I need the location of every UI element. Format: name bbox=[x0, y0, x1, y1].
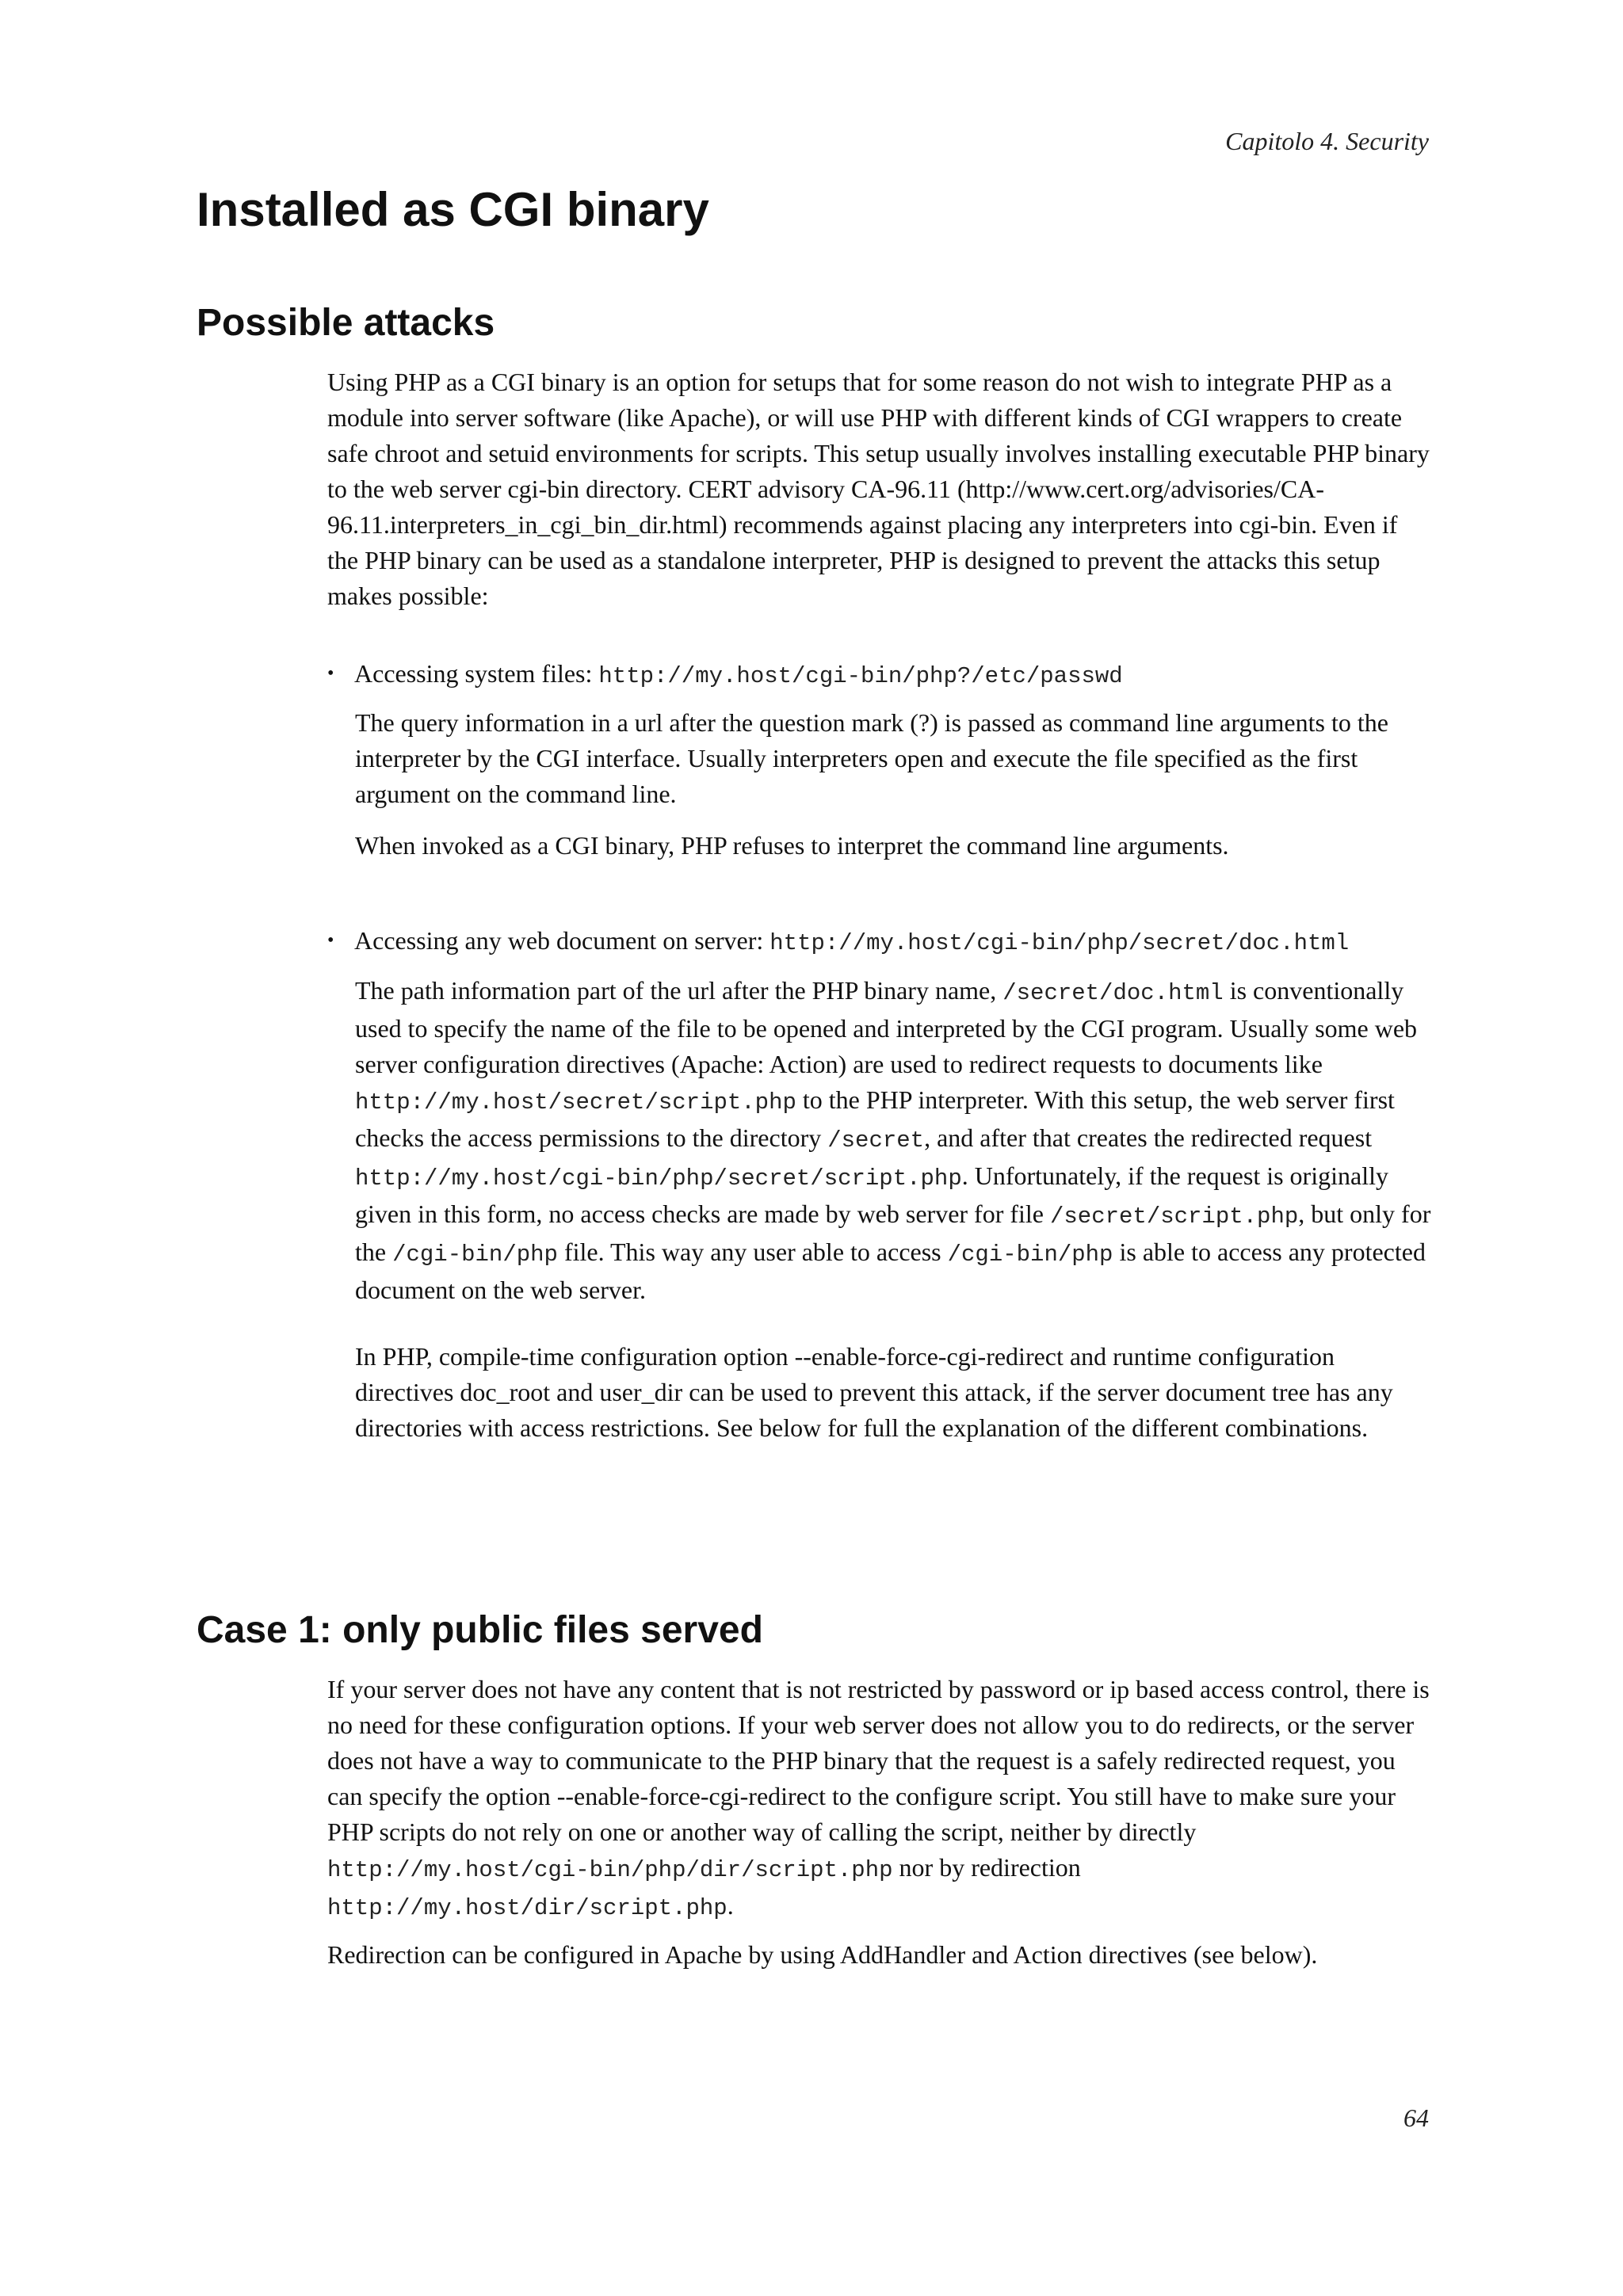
bullet-system-files bbox=[327, 656, 1123, 694]
page-number: 64 bbox=[1403, 2103, 1429, 2132]
system-files-note: When invoked as a CGI binary, PHP refuses to interpret the command line arguments. bbox=[355, 831, 1229, 860]
code-path: /secret bbox=[827, 1127, 925, 1154]
system-files-explanation: The query information in a url after the question mark (?) is passed as command line arguments to the interpreter by the CGI interface. Usually interpreters open and execute the file specified as the first argument on the command line. bbox=[355, 708, 1388, 808]
bullet-web-document bbox=[327, 923, 1349, 961]
web-document-prevention: In PHP, compile-time configuration option --enable-force-cgi-redirect and runtime configuration directives doc_root and user_dir can be used to prevent this attack, if the server document tree has any directories with access restrictions. See below for full the explanation of the different combinations. bbox=[355, 1342, 1393, 1442]
code-url: http://my.host/secret/script.php bbox=[355, 1089, 796, 1116]
text-run: to the PHP interpreter. With this setup, the web server first checks the access permissions to the directory bbox=[355, 1085, 1395, 1152]
code-path: /cgi-bin/php bbox=[947, 1241, 1113, 1268]
heading-case-1: Case 1: only public files served bbox=[197, 1609, 763, 1651]
case-1-redirection-note: Redirection can be configured in Apache by using AddHandler and Action directives (see below). bbox=[327, 1940, 1318, 1969]
text-run: . Unfortunately, if the request is originally given in this form, no access checks are made by web server for file bbox=[355, 1161, 1388, 1228]
text-run: If your server does not have any content that is not restricted by password or ip based access control, there is no need for these configuration options. If your web server does not allow you to do redirects, or the server does not have a way to communicate to the PHP binary that the request is a safely redirected request, you can specify the option --enable-force-cgi-redirect to the configure script. You still have to make sure your PHP scripts do not rely on one or another way of calling the script, neither by directly bbox=[327, 1675, 1430, 1846]
text-run: nor by redirection bbox=[892, 1853, 1081, 1882]
web-document-explanation bbox=[355, 973, 1433, 1308]
code-url: http://my.host/cgi-bin/php/secret/script.php bbox=[355, 1165, 962, 1192]
text-run: , and after that creates the redirected request bbox=[924, 1123, 1373, 1152]
page-title: Installed as CGI binary bbox=[197, 183, 709, 236]
text-run: is conventionally used to specify the name of the file to be opened and interpreted by the CGI program. Usually some web server configuration directives (Apache: Action) are used to redirect requests to documents like bbox=[355, 976, 1418, 1078]
code-path: /cgi-bin/php bbox=[392, 1241, 558, 1268]
bullet-label: Accessing system files: bbox=[354, 659, 599, 688]
code-path: /secret/script.php bbox=[1050, 1203, 1299, 1230]
text-run: The path information part of the url after the PHP binary name, bbox=[355, 976, 1003, 1005]
heading-possible-attacks: Possible attacks bbox=[197, 302, 495, 344]
text-run: . bbox=[727, 1891, 734, 1920]
code-url: http://my.host/dir/script.php bbox=[327, 1895, 727, 1921]
code-path: /secret/doc.html bbox=[1002, 980, 1224, 1006]
text-run: , but only for the bbox=[355, 1199, 1431, 1266]
text-run: is able to access any protected document on the web server. bbox=[355, 1238, 1426, 1304]
bullet-dot: • bbox=[327, 930, 334, 951]
text-run: file. This way any user able to access bbox=[557, 1238, 948, 1266]
bullet-dot: • bbox=[327, 663, 334, 684]
code-url: http://my.host/cgi-bin/php?/etc/passwd bbox=[598, 663, 1123, 689]
intro-paragraph: Using PHP as a CGI binary is an option for setups that for some reason do not wish to integrate PHP as a module into server software (like Apache), or will use PHP with different kinds of CGI wrappers to create safe chroot and setuid environments for scripts. This setup usually involves installing executable PHP binary to the web server cgi-bin directory. CERT advisory CA-96.11 (http://www.cert.org/advisories/CA-96.11.interpreters_in_cgi_bin_dir.html) recommends against placing any interpreters into cgi-bin. Even if the PHP binary can be used as a standalone interpreter, PHP is designed to prevent the attacks this setup makes possible: bbox=[327, 368, 1430, 610]
code-url: http://my.host/cgi-bin/php/secret/doc.html bbox=[769, 930, 1350, 956]
case-1-paragraph bbox=[327, 1672, 1433, 1926]
running-head: Capitolo 4. Security bbox=[1225, 127, 1429, 155]
bullet-label: Accessing any web document on server: bbox=[354, 926, 770, 955]
code-url: http://my.host/cgi-bin/php/dir/script.php bbox=[327, 1857, 893, 1883]
